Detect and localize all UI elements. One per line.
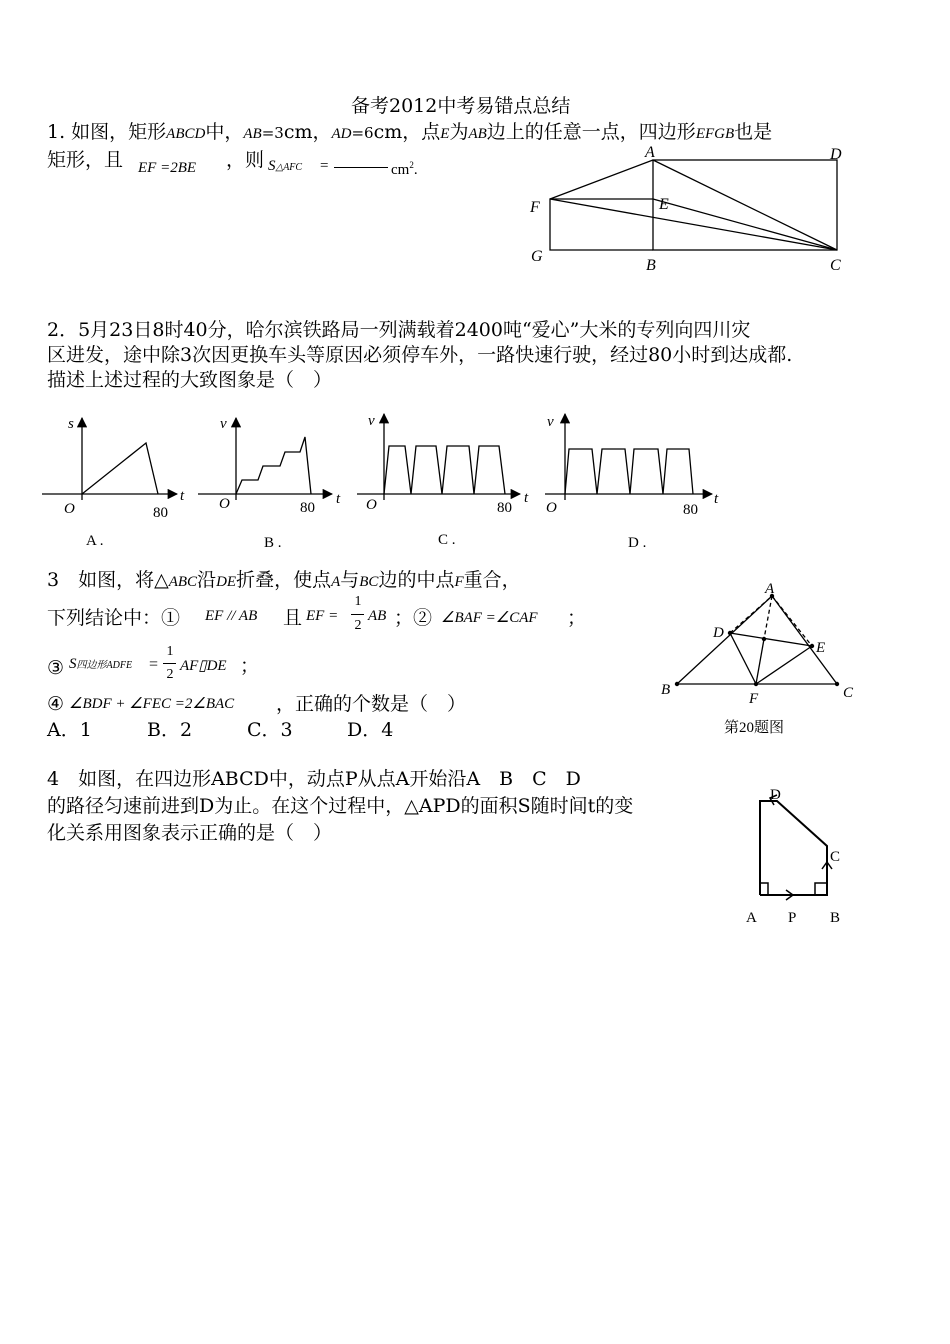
q1-then: ，则: [226, 149, 265, 171]
q1-condition: EF =2BE: [138, 160, 197, 176]
graph-c-tick: 80: [497, 500, 512, 516]
q4-label-a: A: [746, 910, 757, 926]
q4-line2: 的路径匀速前进到D为止。在这个过程中，△APD的面积S随时间t的变: [47, 795, 634, 817]
q3-frac-den: 2: [354, 618, 362, 633]
q3-question: ，正确的个数是（ ）: [276, 693, 467, 715]
q1-equals: =: [320, 158, 329, 174]
q3-frac2-den: 2: [166, 667, 174, 682]
graph-b-tick: 80: [300, 500, 315, 516]
q3-line4-prefix: ④: [47, 693, 65, 715]
page-title: 备考2012中考易错点总结: [351, 95, 571, 117]
graph-a-origin: O: [64, 501, 75, 517]
q3-label-e: E: [816, 640, 826, 656]
q2-line3: 描述上述过程的大致图象是（ ）: [47, 369, 333, 391]
q3-line1: 3 如图，将△ABC沿DE折叠，使点A与BC边的中点F重合，: [47, 569, 521, 591]
q1-label-b: B: [646, 257, 656, 274]
graph-b-xlabel: t: [336, 491, 341, 507]
q3-line3-end: ；: [240, 655, 260, 677]
q4-label-b: B: [830, 910, 841, 926]
q1-line2-prefix: 矩形，且: [47, 149, 124, 171]
q1-area-symbol: S△AFC: [268, 158, 303, 174]
q3-ef-eq: EF =: [306, 608, 339, 624]
q3-label-d: D: [713, 625, 724, 641]
q4-line1: 4 如图，在四边形ABCD中，动点P从点A开始沿A B C D: [47, 768, 581, 790]
q3-line3-prefix: ③: [47, 657, 65, 679]
graph-a-ylabel: s: [68, 416, 74, 432]
q3-label-c: C: [843, 685, 854, 701]
q4-right-angle-b: [815, 883, 827, 895]
q3-label-a: A: [765, 581, 775, 597]
q4-quadrilateral: [760, 801, 827, 895]
q3-sep2: ；②: [394, 607, 433, 629]
graph-a-option: A .: [86, 533, 104, 549]
q3-area-eq: =: [149, 656, 159, 673]
q2-line1: 2．5月23日8时40分，哈尔滨铁路局一列满载着2400吨“爱心”大米的专列向四川灾: [47, 319, 751, 341]
q1-label-c: C: [830, 257, 841, 274]
q3-line2-prefix: 下列结论中：①: [47, 607, 181, 629]
q3-option-c: C．3: [247, 719, 293, 741]
graph-c-origin: O: [366, 497, 377, 513]
q3-and: 且: [283, 607, 303, 629]
q3-label-f: F: [749, 691, 759, 707]
q4-label-d: D: [770, 787, 781, 803]
q2-line2: 区进发，途中除3次因更换车头等原因必须停车外，一路快速行驶，经过80小时到达成都.: [47, 344, 793, 366]
graph-d-option: D .: [628, 535, 647, 551]
q3-option-b: B．2: [147, 719, 193, 741]
q1-label-d: D: [830, 146, 842, 163]
graph-b-origin: O: [219, 496, 230, 512]
q1-label-e: E: [659, 196, 669, 213]
q1-label-g: G: [531, 248, 543, 265]
q3-angle-sum: ∠BDF + ∠FEC =2∠BAC: [69, 696, 235, 712]
q3-option-d: D．4: [347, 719, 394, 741]
q1-label-a: A: [645, 144, 655, 161]
graph-a-tick: 80: [153, 505, 168, 521]
graph-c-ylabel: v: [368, 413, 375, 429]
q3-ab: AB: [368, 608, 387, 624]
graph-c-xlabel: t: [524, 490, 529, 506]
graph-c-option: C .: [438, 532, 456, 548]
q3-label-b: B: [661, 682, 671, 698]
graph-d-tick: 80: [683, 502, 698, 518]
graph-a-xlabel: t: [180, 488, 185, 504]
q3-frac-num: 1: [354, 594, 362, 609]
q3-area-symbol: S四边形ADFE: [69, 656, 133, 672]
q3-frac2-num: 1: [166, 644, 174, 659]
q4-label-p: P: [788, 910, 797, 926]
q1-line1: 1. 如图，矩形ABCD中，AB=3cm，AD=6cm，点E为AB边上的任意一点，四边形EFGB也是: [47, 121, 773, 143]
q3-caption: 第20题图: [724, 720, 785, 736]
graph-d-origin: O: [546, 500, 557, 516]
q4-line3: 化关系用图象表示正确的是（ ）: [47, 822, 333, 844]
q4-right-angle-a: [760, 883, 768, 895]
q3-angle-eq: ∠BAF =∠CAF: [441, 610, 538, 626]
graph-d-xlabel: t: [714, 491, 719, 507]
q3-ef-parallel-ab: EF // AB: [205, 608, 258, 624]
graph-b-option: B .: [264, 535, 282, 551]
q3-area-expr: AF▯DE: [180, 658, 227, 674]
q3-line2-end: ；: [567, 607, 587, 629]
graph-d-ylabel: v: [547, 414, 554, 430]
q1-label-f: F: [530, 199, 540, 216]
q3-option-a: A．1: [47, 719, 92, 741]
q1-unit: $cm^2$.: [391, 160, 418, 178]
q4-label-c: C: [830, 849, 841, 865]
graph-b-ylabel: v: [220, 416, 227, 432]
